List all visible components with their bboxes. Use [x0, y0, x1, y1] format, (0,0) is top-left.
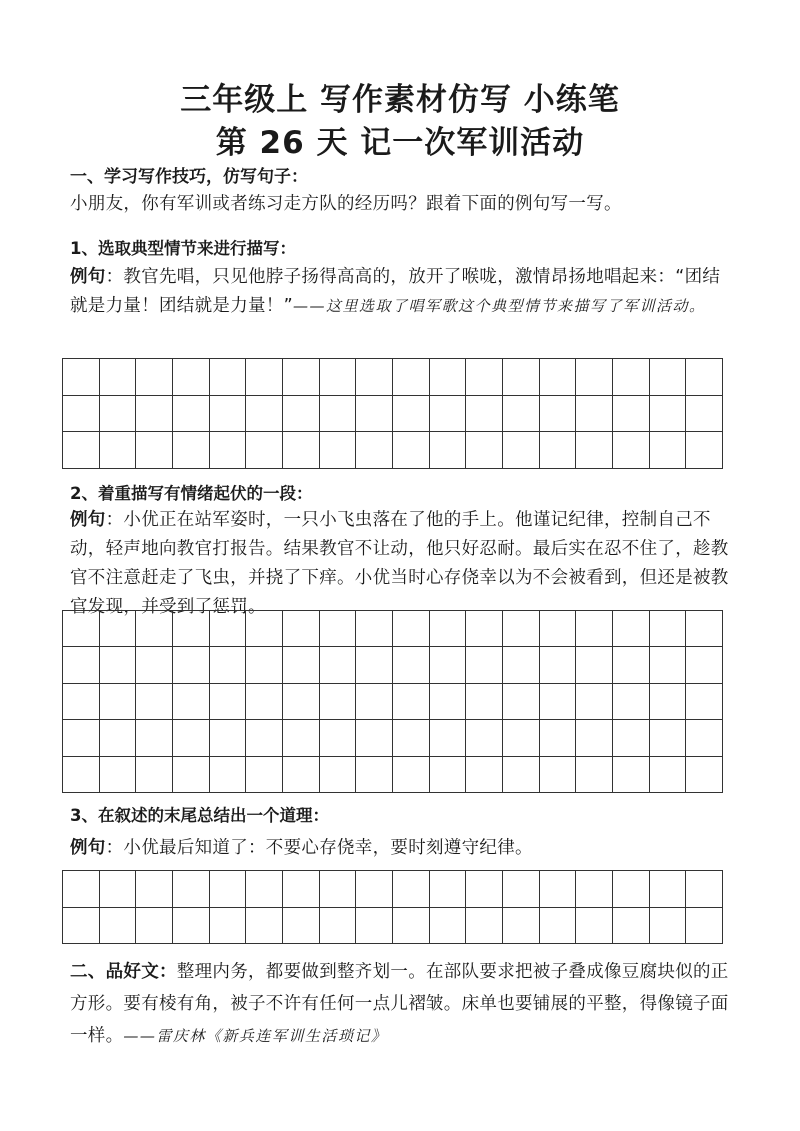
grid-cell[interactable] — [63, 647, 100, 683]
grid-cell[interactable] — [246, 720, 283, 756]
grid-cell[interactable] — [430, 684, 467, 720]
grid-cell[interactable] — [393, 432, 430, 469]
grid-cell[interactable] — [613, 611, 650, 647]
grid-cell[interactable] — [393, 647, 430, 683]
grid-cell[interactable] — [173, 432, 210, 469]
grid-cell[interactable] — [100, 611, 137, 647]
grid-cell[interactable] — [576, 720, 613, 756]
grid-cell[interactable] — [613, 359, 650, 396]
grid-cell[interactable] — [136, 908, 173, 945]
grid-cell[interactable] — [283, 720, 320, 756]
grid-cell[interactable] — [320, 684, 357, 720]
grid-cell[interactable] — [540, 359, 577, 396]
grid-cell[interactable] — [100, 871, 137, 908]
grid-cell[interactable] — [466, 432, 503, 469]
grid-cell[interactable] — [430, 871, 467, 908]
grid-cell[interactable] — [393, 611, 430, 647]
grid-cell[interactable] — [356, 432, 393, 469]
grid-cell[interactable] — [576, 908, 613, 945]
section2-label: 二、品好文： — [70, 962, 177, 982]
grid-cell[interactable] — [686, 757, 723, 793]
grid-cell[interactable] — [503, 396, 540, 433]
grid-cell[interactable] — [246, 432, 283, 469]
grid-cell[interactable] — [576, 871, 613, 908]
grid-cell[interactable] — [503, 432, 540, 469]
grid-cell[interactable] — [686, 396, 723, 433]
grid-cell[interactable] — [503, 611, 540, 647]
grid-cell[interactable] — [356, 396, 393, 433]
grid-cell[interactable] — [136, 647, 173, 683]
grid-cell[interactable] — [246, 396, 283, 433]
writing-grid-2[interactable] — [62, 610, 723, 793]
grid-cell[interactable] — [540, 720, 577, 756]
grid-cell[interactable] — [283, 871, 320, 908]
grid-cell[interactable] — [576, 396, 613, 433]
grid-cell[interactable] — [393, 396, 430, 433]
grid-cell[interactable] — [650, 684, 687, 720]
grid-cell[interactable] — [540, 757, 577, 793]
grid-cell[interactable] — [393, 908, 430, 945]
grid-cell[interactable] — [466, 396, 503, 433]
grid-cell[interactable] — [576, 684, 613, 720]
grid-cell[interactable] — [210, 908, 247, 945]
grid-cell[interactable] — [613, 432, 650, 469]
grid-cell[interactable] — [320, 611, 357, 647]
grid-cell[interactable] — [356, 757, 393, 793]
grid-cell[interactable] — [63, 611, 100, 647]
grid-cell[interactable] — [63, 720, 100, 756]
grid-cell[interactable] — [393, 720, 430, 756]
grid-cell[interactable] — [650, 432, 687, 469]
example-note: ——这里选取了唱军歌这个典型情节来描写了军训活动。 — [292, 297, 706, 315]
grid-cell[interactable] — [466, 908, 503, 945]
grid-cell[interactable] — [100, 908, 137, 945]
grid-cell[interactable] — [173, 757, 210, 793]
grid-cell[interactable] — [430, 647, 467, 683]
grid-cell[interactable] — [430, 908, 467, 945]
grid-cell[interactable] — [540, 871, 577, 908]
grid-cell[interactable] — [650, 359, 687, 396]
grid-cell[interactable] — [320, 359, 357, 396]
grid-cell[interactable] — [136, 684, 173, 720]
grid-cell[interactable] — [136, 396, 173, 433]
grid-cell[interactable] — [686, 871, 723, 908]
grid-cell[interactable] — [283, 684, 320, 720]
part2-example — [70, 506, 734, 622]
grid-cell[interactable] — [136, 720, 173, 756]
grid-cell[interactable] — [283, 432, 320, 469]
grid-cell[interactable] — [466, 647, 503, 683]
grid-cell[interactable] — [136, 611, 173, 647]
grid-cell[interactable] — [650, 611, 687, 647]
grid-cell[interactable] — [503, 871, 540, 908]
grid-cell[interactable] — [320, 757, 357, 793]
grid-cell[interactable] — [246, 611, 283, 647]
grid-cell[interactable] — [686, 720, 723, 756]
grid-cell[interactable] — [210, 684, 247, 720]
writing-grid-3[interactable] — [62, 870, 723, 944]
grid-cell[interactable] — [283, 908, 320, 945]
grid-cell[interactable] — [136, 432, 173, 469]
grid-cell[interactable] — [63, 871, 100, 908]
grid-cell[interactable] — [246, 908, 283, 945]
grid-cell[interactable] — [686, 647, 723, 683]
grid-cell[interactable] — [503, 908, 540, 945]
part3-heading: 3、在叙述的末尾总结出一个道理： — [70, 806, 329, 825]
grid-cell[interactable] — [430, 720, 467, 756]
section2-passage — [70, 956, 734, 1052]
grid-cell[interactable] — [210, 432, 247, 469]
grid-cell[interactable] — [246, 684, 283, 720]
grid-cell[interactable] — [246, 359, 283, 396]
part1-heading: 1、选取典型情节来进行描写： — [70, 239, 296, 258]
grid-cell[interactable] — [283, 647, 320, 683]
grid-cell[interactable] — [393, 359, 430, 396]
grid-cell[interactable] — [100, 647, 137, 683]
example-label: 例句 — [70, 267, 106, 287]
grid-cell[interactable] — [356, 359, 393, 396]
grid-cell[interactable] — [430, 359, 467, 396]
grid-cell[interactable] — [63, 432, 100, 469]
example-text: ：小优最后知道了：不要心存侥幸，要时刻遵守纪律。 — [105, 838, 533, 858]
grid-cell[interactable] — [210, 720, 247, 756]
grid-cell[interactable] — [430, 611, 467, 647]
grid-cell[interactable] — [650, 720, 687, 756]
grid-cell[interactable] — [686, 432, 723, 469]
grid-cell[interactable] — [63, 359, 100, 396]
section2-text: 整理内务，都要做到整齐划一。在部队要求把被子叠成像豆腐块似的正方形。要有棱有角，被子不许有任何一点儿褶皱。床单也要铺展的平整，得像镜子面一样。 — [70, 962, 729, 1046]
grid-cell[interactable] — [100, 432, 137, 469]
grid-cell[interactable] — [466, 871, 503, 908]
grid-cell[interactable] — [320, 396, 357, 433]
grid-cell[interactable] — [613, 720, 650, 756]
grid-cell[interactable] — [540, 908, 577, 945]
grid-cell[interactable] — [100, 396, 137, 433]
grid-cell[interactable] — [576, 757, 613, 793]
grid-cell[interactable] — [246, 757, 283, 793]
grid-cell[interactable] — [283, 757, 320, 793]
grid-cell[interactable] — [503, 757, 540, 793]
grid-cell[interactable] — [173, 359, 210, 396]
grid-cell[interactable] — [686, 908, 723, 945]
title-line1: 三年级上 写作素材仿写 小练笔 — [180, 82, 620, 118]
section1-intro: 小朋友，你有军训或者练习走方队的经历吗？跟着下面的例句写一写。 — [70, 194, 622, 214]
grid-cell[interactable] — [613, 684, 650, 720]
grid-cell[interactable] — [613, 871, 650, 908]
grid-cell[interactable] — [320, 908, 357, 945]
grid-cell[interactable] — [686, 611, 723, 647]
grid-cell[interactable] — [210, 647, 247, 683]
grid-cell[interactable] — [613, 757, 650, 793]
grid-cell[interactable] — [210, 611, 247, 647]
grid-cell[interactable] — [283, 396, 320, 433]
grid-cell[interactable] — [503, 720, 540, 756]
grid-cell[interactable] — [503, 647, 540, 683]
grid-cell[interactable] — [356, 720, 393, 756]
grid-cell[interactable] — [540, 396, 577, 433]
grid-cell[interactable] — [650, 757, 687, 793]
grid-cell[interactable] — [466, 720, 503, 756]
grid-cell[interactable] — [173, 871, 210, 908]
grid-cell[interactable] — [393, 684, 430, 720]
grid-cell[interactable] — [686, 359, 723, 396]
grid-cell[interactable] — [136, 359, 173, 396]
grid-cell[interactable] — [173, 396, 210, 433]
grid-cell[interactable] — [576, 359, 613, 396]
grid-cell[interactable] — [100, 757, 137, 793]
grid-cell[interactable] — [210, 396, 247, 433]
grid-cell[interactable] — [466, 684, 503, 720]
grid-cell[interactable] — [283, 611, 320, 647]
grid-cell[interactable] — [210, 871, 247, 908]
grid-cell[interactable] — [613, 396, 650, 433]
grid-cell[interactable] — [320, 871, 357, 908]
grid-cell[interactable] — [100, 684, 137, 720]
grid-cell[interactable] — [540, 432, 577, 469]
grid-cell[interactable] — [63, 908, 100, 945]
grid-cell[interactable] — [173, 611, 210, 647]
grid-cell[interactable] — [650, 647, 687, 683]
grid-cell[interactable] — [613, 647, 650, 683]
grid-cell[interactable] — [466, 757, 503, 793]
grid-cell[interactable] — [540, 684, 577, 720]
part3-example — [70, 834, 734, 863]
grid-cell[interactable] — [576, 647, 613, 683]
grid-cell[interactable] — [246, 647, 283, 683]
grid-cell[interactable] — [650, 908, 687, 945]
grid-cell[interactable] — [430, 757, 467, 793]
grid-cell[interactable] — [430, 432, 467, 469]
writing-grid-1[interactable] — [62, 358, 723, 469]
grid-cell[interactable] — [650, 871, 687, 908]
grid-cell[interactable] — [356, 611, 393, 647]
grid-cell[interactable] — [356, 908, 393, 945]
grid-cell[interactable] — [63, 396, 100, 433]
title-line2: 第 26 天 记一次军训活动 — [215, 125, 585, 161]
example-text: ：小优正在站军姿时，一只小飞虫落在了他的手上。他谨记纪律，控制自己不动，轻声地向教官打报告。结果教官不让动，他只好忍耐。最后实在忍不住了，趁教官不注意赶走了飞虫，并挠了下痒。小优当时心存侥幸以为不会被看到，但还是被教官发现，并受到了惩罚。 — [70, 510, 729, 617]
grid-cell[interactable] — [356, 684, 393, 720]
section2-source: ——雷庆林《新兵连军训生活琐记》 — [123, 1027, 388, 1045]
grid-cell[interactable] — [503, 684, 540, 720]
grid-cell[interactable] — [430, 396, 467, 433]
grid-cell[interactable] — [356, 871, 393, 908]
grid-cell[interactable] — [210, 359, 247, 396]
grid-cell[interactable] — [173, 720, 210, 756]
grid-cell[interactable] — [63, 684, 100, 720]
grid-cell[interactable] — [100, 359, 137, 396]
grid-cell[interactable] — [173, 908, 210, 945]
grid-cell[interactable] — [173, 684, 210, 720]
grid-cell[interactable] — [320, 720, 357, 756]
grid-cell[interactable] — [356, 647, 393, 683]
grid-cell[interactable] — [320, 432, 357, 469]
grid-cell[interactable] — [100, 720, 137, 756]
grid-cell[interactable] — [576, 611, 613, 647]
grid-cell[interactable] — [283, 359, 320, 396]
example-label: 例句 — [70, 838, 106, 858]
grid-cell[interactable] — [320, 647, 357, 683]
grid-cell[interactable] — [503, 359, 540, 396]
grid-cell[interactable] — [136, 871, 173, 908]
grid-cell[interactable] — [613, 908, 650, 945]
grid-cell[interactable] — [63, 757, 100, 793]
grid-cell[interactable] — [540, 611, 577, 647]
grid-cell[interactable] — [136, 757, 173, 793]
grid-cell[interactable] — [540, 647, 577, 683]
example-text: ：教官先唱，只见他脖子扬得高高的，放开了喉咙，激情昂扬地唱起来：“团结就是力量！团结就是力量！” — [70, 267, 721, 316]
grid-cell[interactable] — [576, 432, 613, 469]
grid-cell[interactable] — [686, 684, 723, 720]
example-label: 例句 — [70, 510, 106, 530]
part1-example — [70, 263, 734, 321]
grid-cell[interactable] — [246, 871, 283, 908]
part2-heading: 2、着重描写有情绪起伏的一段： — [70, 484, 313, 503]
grid-cell[interactable] — [393, 757, 430, 793]
grid-cell[interactable] — [173, 647, 210, 683]
section1-heading: 一、学习写作技巧，仿写句子： — [70, 167, 308, 187]
grid-cell[interactable] — [650, 396, 687, 433]
grid-cell[interactable] — [393, 871, 430, 908]
grid-cell[interactable] — [466, 611, 503, 647]
grid-cell[interactable] — [466, 359, 503, 396]
grid-cell[interactable] — [210, 757, 247, 793]
